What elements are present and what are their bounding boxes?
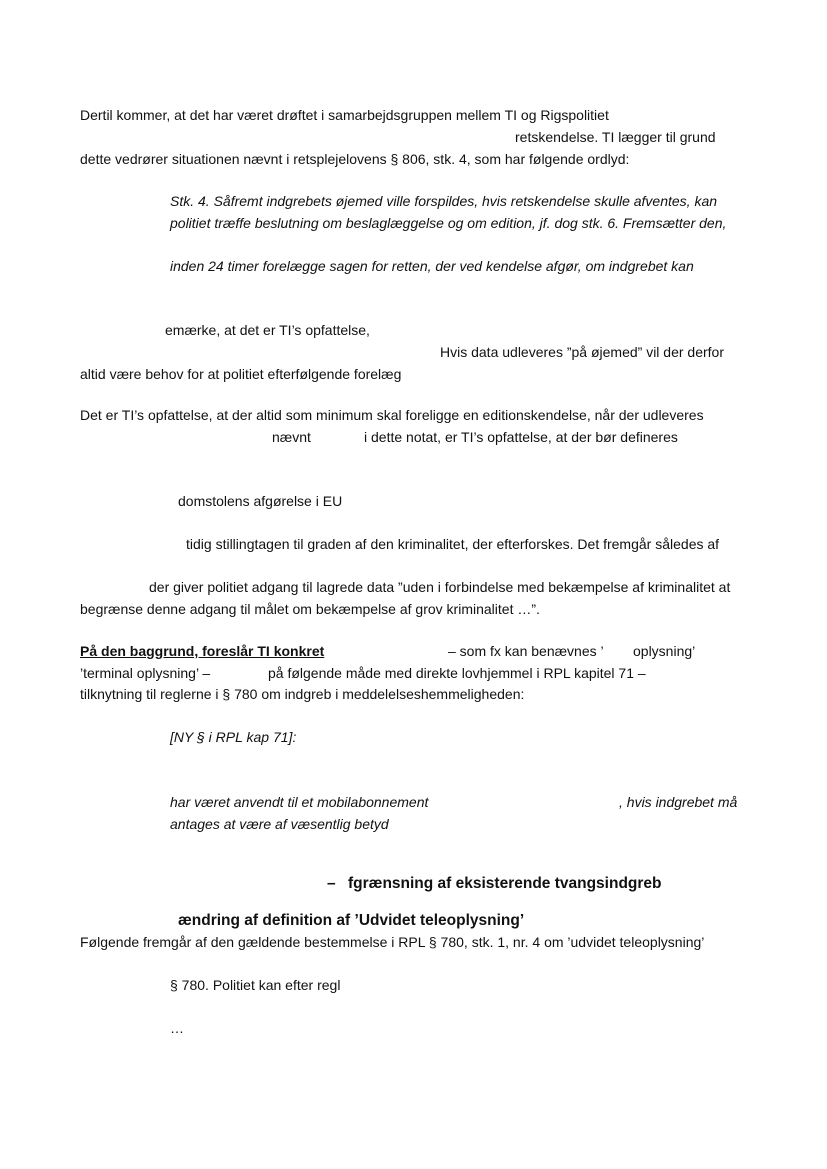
paragraph-line: ’terminal oplysning’ – <box>80 665 211 681</box>
paragraph-line: i dette notat, er TI’s opfattelse, at der bør defineres <box>364 429 678 445</box>
quote-line: politiet træffe beslutning om beslaglæggelse og om edition, jf. dog stk. 6. Fremsætter den, <box>170 215 727 231</box>
paragraph-line: retskendelse. TI lægger til grund <box>515 129 716 145</box>
paragraph-line: – som fx kan benævnes ’ <box>448 643 604 659</box>
paragraph-line: Hvis data udleveres ”på øjemed” vil der derfor <box>440 344 725 360</box>
proposal-heading: På den baggrund, foreslår TI konkret <box>80 643 325 659</box>
paragraph-line: Det er TI’s opfattelse, at der altid som minimum skal foreligge en editionskendelse, når der udleveres <box>80 407 704 423</box>
section-heading: – <box>327 875 336 892</box>
quote-line: har været anvendt til et mobilabonnement <box>170 794 429 810</box>
paragraph-line: emærke, at det er TI’s opfattelse, <box>165 322 370 338</box>
paragraph-line: Følgende fremgår af den gældende bestemmelse i RPL § 780, stk. 1, nr. 4 om ’udvidet teleoplysning’ <box>80 934 705 950</box>
ellipsis: … <box>170 1020 184 1036</box>
paragraph-line: der giver politiet adgang til lagrede data ”uden i forbindelse med bekæmpelse af kriminalitet at <box>149 579 731 595</box>
quote-line: inden 24 timer forelægge sagen for retten, der ved kendelse afgør, om indgrebet kan <box>170 258 694 274</box>
subsection-heading: ændring af definition af ’Udvidet teleoplysning’ <box>178 912 525 929</box>
paragraph-line: Dertil kommer, at det har været drøftet i samarbejdsgruppen mellem TI og Rigspolitiet <box>80 107 609 123</box>
quote-line: Stk. 4. Såfremt indgrebets øjemed ville forspildes, hvis retskendelse skulle afventes, kan <box>170 193 718 209</box>
paragraph-line: tilknytning til reglerne i § 780 om indgreb i meddelelseshemmeligheden: <box>80 686 525 702</box>
paragraph-line: på følgende måde med direkte lovhjemmel i RPL kapitel 71 – <box>268 665 646 681</box>
paragraph-line: dette vedrører situationen nævnt i retsplejelovens § 806, stk. 4, som har følgende ordlyd: <box>80 151 630 167</box>
paragraph-line: altid være behov for at politiet efterfølgende forelæg <box>80 366 402 382</box>
quote-line: , hvis indgrebet må <box>619 794 738 810</box>
paragraph-line: nævnt <box>272 429 311 445</box>
paragraph-line: oplysning’ <box>633 643 696 659</box>
quote-line: § 780. Politiet kan efter regl <box>170 977 341 993</box>
section-heading: fgrænsning af eksisterende tvangsindgreb <box>348 875 662 892</box>
quote-line: antages at være af væsentlig betyd <box>170 816 389 832</box>
paragraph-line: tidig stillingtagen til graden af den kriminalitet, der efterforskes. Det fremgår således af <box>186 536 720 552</box>
quote-line: [NY § i RPL kap 71]: <box>170 729 297 745</box>
paragraph-line: domstolens afgørelse i EU <box>178 493 343 509</box>
paragraph-line: begrænse denne adgang til målet om bekæmpelse af grov kriminalitet …”. <box>80 601 540 617</box>
